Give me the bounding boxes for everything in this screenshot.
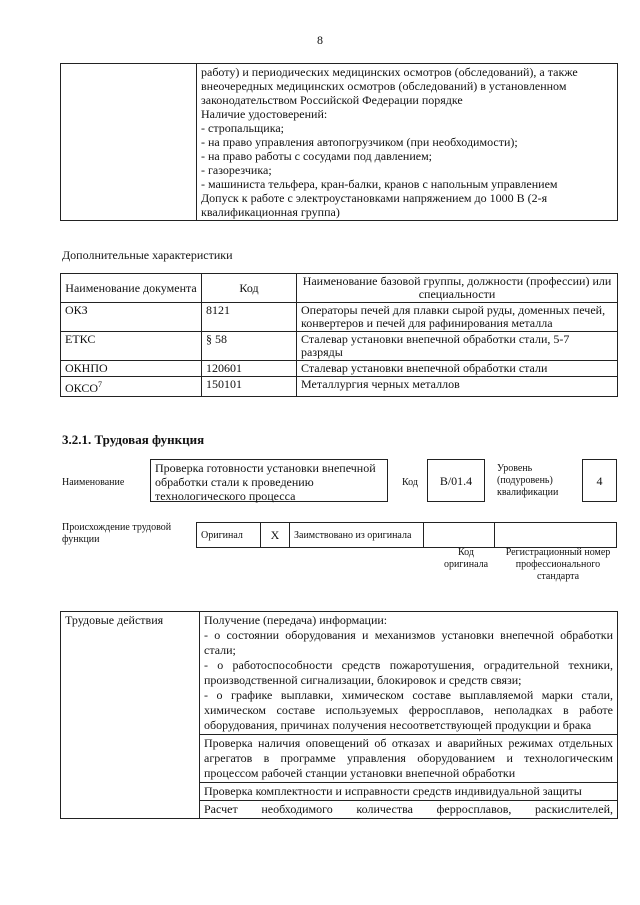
footnote-mark: 7 [98, 380, 103, 389]
text-line: работу) и периодических медицинских осмотров (обследований), а также [201, 65, 578, 79]
name-cell: Сталевар установки внепечной обработки стали, 5-7 разряды [297, 332, 618, 361]
origin-code-cell [424, 523, 495, 548]
original-mark: X [261, 523, 290, 548]
page-number: 8 [317, 33, 323, 47]
name-cell: Металлургия черных металлов [297, 377, 618, 397]
function-name-box [150, 459, 388, 502]
code-cell: 8121 [202, 303, 297, 332]
requirements-table [60, 63, 618, 221]
function-name-value: Проверка готовности установки внепечной обработки стали к проведению технологического процесса [155, 461, 376, 503]
action-item: Расчет необходимого количества ферросплавов, раскислителей, [200, 801, 618, 819]
text-line: - стропальщика; [201, 121, 284, 135]
doc-text: ОКСО [65, 381, 99, 395]
text-line: законодательством Российской Федерации порядке [201, 93, 463, 107]
action-item: Получение (передача) информации: - о состоянии оборудования и механизмов установки внепечной обработки стали; - о работоспособности средств пожаротушения, оградительной техники, производственной сигнализации, блокировок и средств связи; - о графике выплавки, химическом составе выплавляемой марки стали, химическом составе используемых ферросплавов, неполадках в работе оборудования, причинах получения несоответствующей продукции и брака [200, 612, 618, 735]
empty-cell [61, 64, 197, 221]
text-line: внеочередных медицинских осмотров (обследований) в установленном [201, 79, 567, 93]
code-cell: 150101 [202, 377, 297, 397]
requirements-cell [197, 64, 618, 221]
doc-cell: ЕТКС [61, 332, 202, 361]
text-line: - на право управления автопогрузчиком (при необходимости); [201, 135, 518, 149]
text-line: - газорезчика; [201, 163, 272, 177]
text-line: квалификационная группа) [201, 205, 340, 219]
actions-label: Трудовые действия [61, 612, 200, 819]
name-cell: Операторы печей для плавки сырой руды, доменных печей, конвертеров и печей для рафинирования металла [297, 303, 618, 332]
level-box [582, 459, 617, 502]
code-note: Код оригинала [443, 547, 489, 570]
function-code-value: В/01.4 [439, 473, 473, 488]
reg-number-cell [495, 523, 617, 548]
header-code: Код [202, 274, 297, 303]
text-line: - на право работы с сосудами под давлением; [201, 149, 432, 163]
doc-cell: ОКЗ [61, 303, 202, 332]
action-item: Проверка наличия оповещений об отказах и аварийных режимах отдельных агрегатов в программе управления оборудованием и технологическим процессом рабочей станции установки внепечной обработки [200, 735, 618, 783]
origin-table [196, 522, 617, 548]
doc-cell: ОКНПО [61, 361, 202, 377]
text-line: Наличие удостоверений: [201, 107, 328, 121]
text-line: Допуск к работе с электроустановками напряжением до 1000 В (2-я [201, 191, 548, 205]
name-label: Наименование [62, 477, 125, 488]
table-row [61, 303, 618, 332]
code-cell: 120601 [202, 361, 297, 377]
table-row [61, 361, 618, 377]
table-row [61, 377, 618, 397]
actions-table [60, 611, 618, 819]
header-name: Наименование базовой группы, должности (профессии) или специальности [297, 274, 618, 303]
level-label: Уровень (подуровень) квалификации [497, 463, 559, 498]
code-cell: § 58 [202, 332, 297, 361]
additional-title: Дополнительные характеристики [62, 248, 233, 262]
name-cell: Сталевар установки внепечной обработки стали [297, 361, 618, 377]
function-title: 3.2.1. Трудовая функция [62, 432, 205, 447]
header-doc: Наименование документа [61, 274, 202, 303]
borrowed-label: Заимствовано из оригинала [290, 523, 424, 548]
table-row [61, 332, 618, 361]
action-item: Проверка комплектности и исправности средств индивидуальной защиты [200, 783, 618, 801]
level-value: 4 [596, 473, 603, 488]
doc-cell [61, 377, 202, 397]
text-line: - машиниста тельфера, кран-балки, кранов с напольным управлением [201, 177, 558, 191]
function-code-box [427, 459, 485, 502]
origin-label: Происхождение трудовой функции [62, 522, 172, 545]
reg-note: Регистрационный номер профессионального стандарта [505, 547, 611, 582]
additional-table [60, 273, 618, 397]
original-label: Оригинал [197, 523, 261, 548]
code-label: Код [402, 477, 418, 488]
